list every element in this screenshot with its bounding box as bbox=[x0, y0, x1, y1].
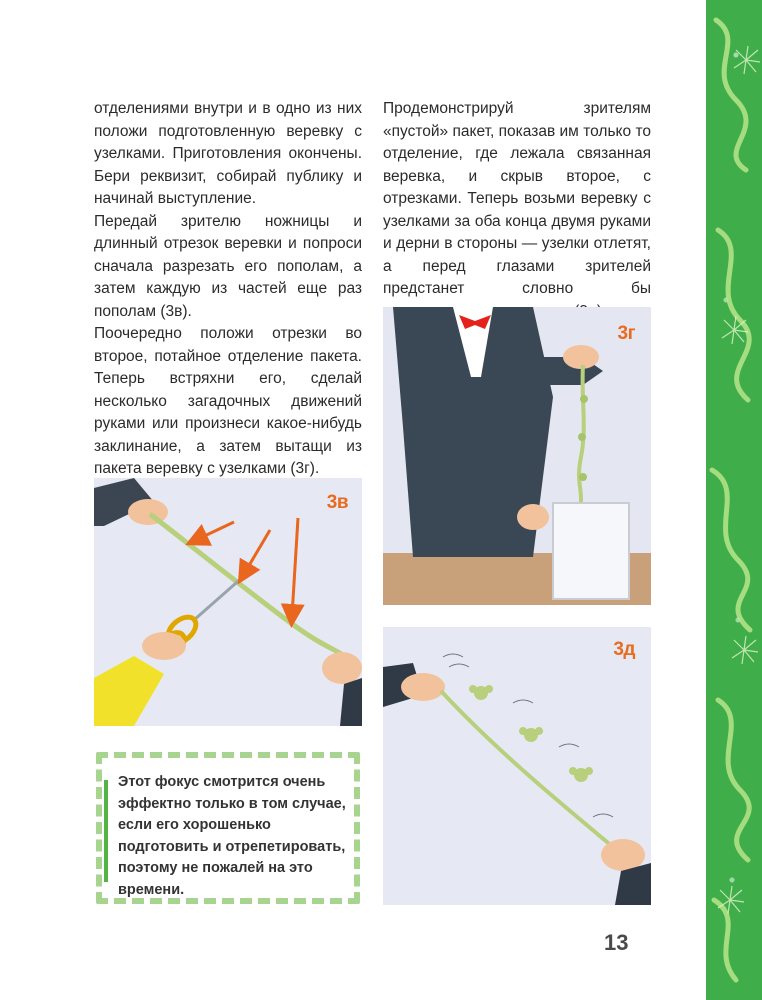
knot bbox=[578, 433, 586, 441]
hand-left bbox=[401, 673, 445, 701]
figure-label: 3в bbox=[326, 492, 348, 513]
tip-accent-bar bbox=[104, 780, 108, 882]
right-text-column bbox=[383, 98, 651, 323]
paragraph: Передай зрителю ножницы и длинный отрезок веревки и попроси сначала разрезать его пополам, а затем каждую из частей еще раз пополам (3в). bbox=[94, 212, 362, 320]
tip-text: Этот фокус смотрится очень эффектно только в том случае, если его хорошенько подготовить и отрепетировать, поэтому не пожалей на это времени. bbox=[118, 774, 346, 898]
paragraph: Поочередно положи отрезки во второе, потайное отделение пакета. Теперь встряхни его, сделай несколько загадочных движений руками или произнеси какое-нибудь заклинание, а затем вытащи из пакета веревку с узелками (3г). bbox=[94, 325, 362, 477]
paragraph: отделениями внутри и в одно из них положи подготовленную веревку с узелками. Приготовления окончены. Бери реквизит, собирай публику и начинай выступление. bbox=[94, 100, 362, 207]
left-text-column bbox=[94, 98, 362, 481]
paragraph: Продемонстрируй зрителям «пустой» пакет, показав им только то отделение, где лежала связанная веревка, и скрыв второе, с отрезками. Теперь возьми веревку с узелками за оба конца двумя руками и дерни в стороны — узелки отлетят, а перед глазами зрителей предстанет словно бы bbox=[383, 100, 651, 297]
hand-lower bbox=[517, 504, 549, 530]
page-number: 13 bbox=[604, 930, 629, 955]
figure-3v-cutting-rope bbox=[94, 478, 362, 726]
decorative-side-border bbox=[706, 0, 762, 1000]
hand-bottom-left bbox=[142, 632, 186, 660]
paper-bag bbox=[553, 503, 629, 599]
side-border-pattern bbox=[706, 0, 762, 1000]
figure-3d-knots-fly bbox=[383, 627, 651, 905]
knot bbox=[580, 395, 588, 403]
illustration-cutting-rope bbox=[94, 478, 362, 726]
illustration-magician bbox=[383, 307, 651, 605]
tip-box bbox=[96, 752, 360, 904]
figure-label: 3г bbox=[617, 323, 635, 344]
hand-right bbox=[601, 839, 645, 871]
figure-3g-magician bbox=[383, 307, 651, 605]
hand-bottom-right bbox=[322, 652, 362, 684]
illustration-restored-rope bbox=[383, 627, 651, 905]
figure-label: 3д bbox=[613, 639, 635, 660]
knot bbox=[579, 473, 587, 481]
